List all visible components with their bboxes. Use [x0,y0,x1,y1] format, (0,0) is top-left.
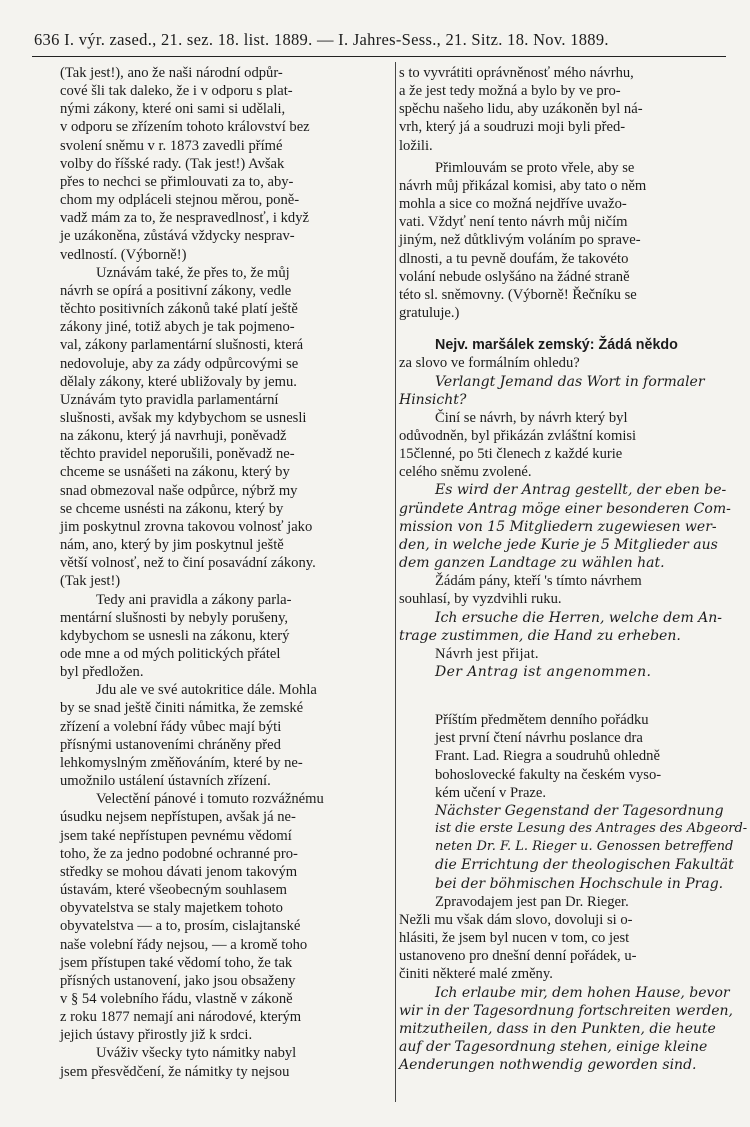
german-line: mitzutheilen, dass in den Punkten, die heute [399,1020,716,1037]
text-line: cové šli tak daleko, že i v odporu s plat- [60,83,293,100]
text-line: těchto positivních zákonů také platí ještě [60,301,298,318]
text-line: ústavám, které všeobecným souhlasem [60,882,287,899]
text-line: Činí se návrh, by návrh který byl [435,409,628,426]
text-line: mohla a sice co možná nejdříve uvažo- [399,196,627,213]
text-line: jejich ústavy přirostly již k srdci. [60,1027,253,1044]
text-line: Tedy ani pravidla a zákony parla- [96,591,292,608]
text-line: vedlností. (Výborně!) [60,246,187,263]
text-line: přísných ustanovení, jako jsou obsaženy [60,972,296,989]
left-column [60,64,392,1081]
text-line: byl předložen. [60,664,144,681]
german-line: Der Antrag ist angenommen. [435,664,652,680]
text-line: obyvatelstva se staly majetkem tohoto [60,900,283,917]
german-line: Ich erlaube mir, dem hohen Hause, bevor [435,984,730,1001]
text-line: přísnými ustanoveními chráněny před [60,736,281,753]
text-line: mentární slušnosti by nebyly porušeny, [60,609,289,626]
spacer [399,322,729,336]
german-line: gründete Antrag möge einer besonderen Com- [399,500,731,517]
text-line: vati. Vždyť není tento návrh můj ničím [399,214,628,231]
text-line: činiti některé malé změny. [399,966,553,983]
german-line: neten Dr. F. L. Rieger u. Genossen betreffend [435,839,734,855]
text-line: spěchu našeho lidu, aby uzákoněn byl ná- [399,101,643,118]
text-line: Žádám pány, kteří 's tímto návrhem [435,573,642,590]
header-rule [32,56,726,57]
right-column [399,64,748,1074]
text-line: lehkomyslným změňováním, které by ne- [60,754,303,771]
text-line: (Tak jest!), ano že naši národní odpůr- [60,65,283,81]
text-line: souhlasí, by vyzdvihli ruku. [399,591,562,608]
text-line: s to vyvrátiti oprávněnosť mého návrhu, [399,65,634,81]
german-line: Es wird der Antrag gestellt, der eben be- [435,482,727,499]
text-line: snad obmezoval naše odpůrce, nýbrž my [60,482,298,499]
text-line: úsudku nejsem nepřístupen, avšak já ne- [60,809,296,826]
text-line: volby do říšské rady. (Tak jest!) Avšak [60,155,285,172]
text-line: volání nebude oslyšáno na žádné straně [399,268,630,285]
german-line: wir in der Tagesordnung fortschreiten werden, [399,1002,733,1019]
text-line: gratuluje.) [399,305,460,322]
german-line: Hinsicht? [399,391,467,408]
text-line: je uzákoněna, zůstává vždycky nesprav- [60,228,295,245]
text-line: odůvodněn, byl přikázán zvláštní komisi [399,427,637,444]
text-line: (Tak jest!) [60,573,121,590]
text-line: návrh se opírá a positivní zákony, vedle [60,282,292,299]
text-line: jiným, než důtklivým voláním po spravе- [399,232,641,249]
text-line: dělaly zákony, které ubližovaly by jemu. [60,373,297,390]
text-line: vadž mám za to, že nespravedlnosť, i když [60,210,309,227]
text-line: ložili. [399,137,433,154]
text-line: obyvatelstva — a to, prosím, cislajtanské [60,918,301,935]
text-line: zákony jiné, totiž abych je tak pojmeno- [60,319,295,336]
text-line: přes to nechci se přimlouvati za to, aby- [60,173,294,190]
german-line: den, in welche jede Kurie je 5 Mitglieder aus [399,536,718,553]
text-line: 15členné, po 5ti členech z každé kurie [399,446,623,463]
text-line: Uznávám také, že přes to, že můj [96,264,290,281]
text-line: val, zákony parlamentární slušnosti, která [60,337,304,354]
text-line: Uznávám tyto pravidla parlamentární [60,391,279,408]
spacer [399,681,729,711]
text-line: vrh, který já a soudruzi moji byli před- [399,119,626,136]
german-line: bei der böhmischen Hochschule in Prag. [435,875,724,892]
text-line: jest první čtení návrhu poslance dra [435,730,643,747]
text-line: naše volební řády nejsou, — a kromě toho [60,936,308,953]
text-line: Jdu ale ve své autokritice dále. Mohla [96,682,317,699]
text-line: návrh můj přikázal komisi, aby tato o něm [399,177,647,194]
text-line: zřízení a volební řády vůbec mají býti [60,718,282,735]
text-line: hlásiti, že jsem byl nucen v tom, co jest [399,930,630,947]
german-line: Nächster Gegenstand der Tagesordnung [435,802,724,819]
text-line: bohoslovecké fakulty na českém vyso- [435,766,662,783]
text-line: této sl. sněmovny. (Výborně! Řečníku se [399,286,637,303]
text-line: Návrh jest přijat. [435,645,539,662]
text-line: kdybychom se usnesli na zákonu, který [60,627,290,644]
text-line: celého sněmu zvolené. [399,464,532,481]
text-line: větší volnosť, než to činí posavádní zákony. [60,555,316,572]
text-line: za slovo ve formálním ohledu? [399,355,580,372]
text-line: Zpravodajem jest pan Dr. Rieger. [435,893,629,910]
text-line: toho, že za jedno podobné ochranné pro- [60,845,298,862]
text-line: v § 54 volebního řádu, vlastně v zákoně [60,990,293,1007]
german-line: Verlangt Jemand das Wort in formaler [435,373,705,390]
german-line: Aenderungen nothwendig geworden sind. [399,1057,697,1074]
text-line: Příštím předmětem denního pořádku [435,712,649,729]
text-line: umožnilo ustálení ústavních zřízení. [60,773,271,790]
german-line: die Errichtung der theologischen Fakultät [435,857,734,874]
text-line: Nežli mu však dám slovo, dovoluji si o- [399,911,633,928]
german-line: Ich ersuche die Herren, welche dem An- [435,609,723,626]
page-header: 636 I. výr. zased., 21. sez. 18. list. 1889. — I. Jahres-Sess., 21. Sitz. 18. Nov. 1889. [34,30,609,49]
speaker-line: Nejv. maršálek zemský: Žádá někdo [435,337,678,354]
text-line: těchto pravidel neporušili, poněvadž ne- [60,446,295,463]
text-line: by se snad ještě činiti námitka, že zemské [60,700,304,717]
text-line: jsem přesvědčení, že námitky ty nejsou [60,1063,290,1080]
german-line: auf der Tagesordnung stehen, einige kleine [399,1038,708,1055]
text-line: v odporu se zřízením tohoto království bez [60,119,310,136]
german-line: dem ganzen Landtage zu wählen hat. [399,555,665,572]
text-line: dlnosti, a tu pevně doufám, že takovéto [399,250,629,267]
text-line: jim poskytnul zrovna takovou volnosť jako [60,518,313,535]
german-line: mission von 15 Mitgliedern zugewiesen wer- [399,518,717,535]
text-line: nými zákony, které oni sami si udělali, [60,101,286,118]
german-line: trage zustimmen, die Hand zu erheben. [399,627,681,644]
text-line: kém učení v Praze. [435,784,547,801]
text-line: jsem přístupen také vědomí toho, že tak [60,954,293,971]
text-line: Přimlouvám se proto vřele, aby se [435,159,635,176]
text-line: nedovoluje, aby za zády odpůrcovými se [60,355,299,372]
text-line: slušnosti, avšak my kdybychom se usnesli [60,409,307,426]
text-line: jsem také nepřístupen pevnému vědomí [60,827,292,844]
text-line: a že jest tedy možná a bylo by ve pro- [399,83,621,100]
text-line: chom my odpláceli stejnou měrou, poně- [60,192,300,209]
text-line: ustanoveno pro dnešní denní pořádek, u- [399,948,637,965]
text-line: chceme se usnášeti na zákonu, který by [60,464,290,481]
text-line: Uváživ všecky tyto námitky nabyl [96,1045,297,1062]
text-line: Frant. Lad. Riegra a soudruhů ohledně [435,748,660,765]
text-line: středky se mohou dávati jenom takovým [60,863,298,880]
german-line: ist die erste Lesung des Antrages des Abgeord- [435,821,748,837]
text-line: Velectění pánové i tomuto rozvážnému [96,791,324,808]
text-line: svolení sněmu v r. 1873 zavedli přímé [60,137,283,154]
text-line: nám, ano, který by jim poskytnul ještě [60,537,284,554]
column-divider [395,62,396,1102]
text-line: na zákonu, který já navrhuji, poněvadž [60,428,287,445]
text-line: se chceme usnésti na zákonu, který by [60,500,284,517]
text-line: ode mne a od mých politických přátel [60,646,281,662]
text-line: z roku 1877 nemají ani národové, kterým [60,1009,302,1026]
